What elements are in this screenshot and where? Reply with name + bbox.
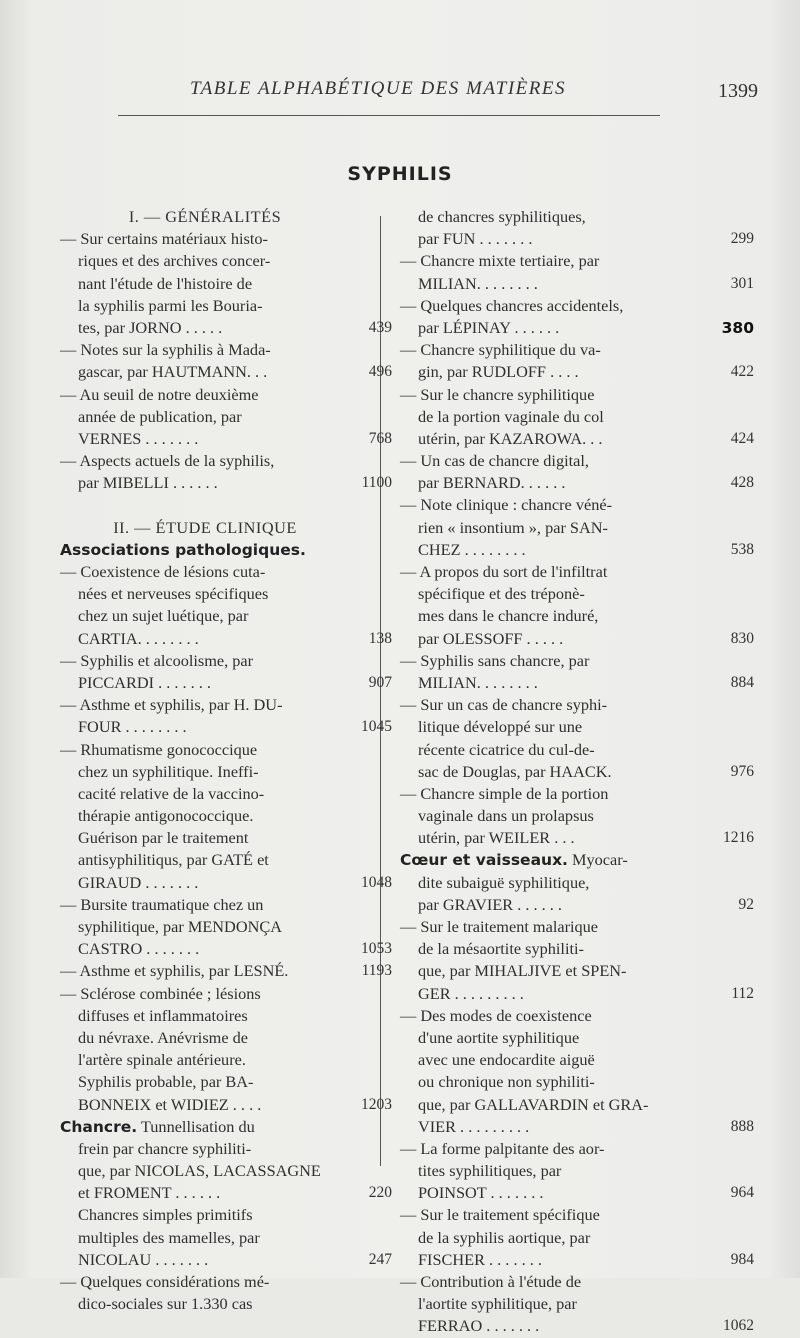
- entry-text: syphilitique, par MENDONÇA: [78, 917, 282, 936]
- entry-text: de la portion vaginale du col: [418, 406, 604, 426]
- entry-text: du névraxe. Anévrisme de: [78, 1027, 248, 1047]
- entry-text: — La forme palpitante des aor-: [400, 1138, 605, 1158]
- index-entry-line: [400, 894, 754, 916]
- entry-text: — Chancre syphilitique du va-: [400, 340, 601, 360]
- entry-text-rest: Myocar-: [567, 850, 628, 870]
- entry-page-number: 830: [730, 629, 754, 647]
- entry-page-number: 92: [738, 895, 754, 913]
- index-entry-line: [400, 650, 712, 672]
- entry-page-number: 1062: [723, 1317, 754, 1335]
- entry-page-number: 112: [731, 984, 754, 1002]
- entry-page-number: 538: [730, 540, 754, 558]
- entry-text: frein par chancre syphiliti-: [78, 1138, 252, 1158]
- entry-text: de chancres syphilitiques,: [418, 207, 586, 226]
- left-column: [60, 206, 392, 1315]
- entry-page-number: 247: [368, 1250, 392, 1268]
- entry-text: avec une endocardite aiguë: [418, 1050, 595, 1070]
- entry-text: — Rhumatisme gonococcique: [60, 739, 258, 759]
- index-entry-line: [60, 783, 350, 805]
- entry-text: VERNES . . . . . . .: [78, 428, 199, 448]
- entry-text: gin, par RUDLOFF . . . .: [418, 362, 579, 382]
- entry-page-number: 1193: [361, 962, 392, 980]
- index-entry-line: [400, 694, 712, 716]
- index-entry-line: [60, 273, 350, 295]
- entry-text: rien « insontium », par SAN-: [418, 517, 608, 537]
- index-entry-line: [60, 650, 350, 672]
- entry-text: mes dans le chancre induré,: [418, 606, 599, 626]
- entry-page-number: 299: [730, 230, 754, 248]
- index-entry-line: [400, 739, 712, 761]
- index-entry-line: [60, 228, 350, 250]
- category-heading: Cœur et vaisseaux.: [400, 851, 568, 870]
- entry-text: — Aspects actuels de la syphilis,: [60, 451, 275, 471]
- entry-page-number: 976: [730, 762, 754, 780]
- entry-page-number: 424: [730, 429, 754, 447]
- entry-text: d'une aortite syphilitique: [418, 1027, 580, 1047]
- entry-text: thérapie antigonococcique.: [78, 806, 254, 826]
- entry-text: l'aortite syphilitique, par: [418, 1294, 577, 1314]
- entry-text: Guérison par le traitement: [78, 828, 249, 848]
- index-entry-line: [60, 894, 350, 916]
- entry-text: chez un syphilitique. Ineffi-: [78, 761, 259, 781]
- entry-page-number: 1045: [361, 718, 392, 736]
- index-entry-line: [400, 960, 712, 982]
- section-title: SYPHILIS: [347, 163, 453, 185]
- entry-text: par FUN . . . . . . .: [418, 229, 533, 249]
- entry-page-number: 1053: [361, 940, 392, 958]
- index-entry-line: [60, 1027, 350, 1049]
- entry-page-number: 496: [368, 363, 392, 381]
- index-entry-line: [60, 1005, 350, 1027]
- subsection-heading: [60, 206, 350, 228]
- index-entry-line: [400, 938, 712, 960]
- entry-text: FOUR . . . . . . . .: [78, 717, 187, 737]
- index-entry-line: [400, 1227, 712, 1249]
- entry-text: année de publication, par: [78, 406, 242, 426]
- index-entry-line: [60, 716, 392, 738]
- entry-text: Associations pathologiques.: [60, 540, 306, 559]
- running-header: [0, 78, 800, 102]
- entry-text: VIER . . . . . . . . .: [418, 1116, 530, 1136]
- entry-text: GIRAUD . . . . . . .: [78, 872, 199, 892]
- index-entry-line: [60, 428, 392, 450]
- entry-text: Syphilis probable, par BA-: [78, 1072, 254, 1092]
- entry-text: II. — ÉTUDE CLINIQUE: [113, 517, 297, 537]
- entry-page-number: 380: [721, 318, 754, 337]
- entry-text: — Syphilis sans chancre, par: [400, 650, 590, 670]
- index-entry-line: [60, 317, 392, 339]
- entry-text: — Sclérose combinée ; lésions: [60, 983, 261, 1003]
- index-entry-line: [60, 872, 392, 894]
- index-entry-line: [400, 983, 754, 1005]
- index-entry-line: [400, 1116, 754, 1138]
- index-entry-line: [400, 1005, 712, 1027]
- index-entry-line: [400, 1027, 712, 1049]
- entry-text: NICOLAU . . . . . . .: [78, 1249, 209, 1269]
- index-entry-line: [400, 1071, 712, 1093]
- entry-text: — Quelques chancres accidentels,: [400, 295, 624, 315]
- entry-text: — Bursite traumatique chez un: [60, 894, 264, 914]
- entry-text: par BERNARD. . . . . .: [418, 473, 566, 493]
- entry-page-number: 1048: [361, 873, 392, 891]
- entry-text: de la mésaortite syphiliti-: [418, 939, 584, 959]
- index-entry-line: [400, 605, 712, 627]
- index-entry-line: [400, 827, 754, 849]
- index-entry-line: [400, 517, 712, 539]
- index-entry-line: [60, 406, 350, 428]
- index-entry-line: [400, 361, 754, 383]
- index-entry-line: [60, 384, 350, 406]
- index-entry-line: [400, 1138, 712, 1160]
- entry-text: PICCARDI . . . . . . .: [78, 672, 211, 692]
- index-entry-line: [400, 494, 712, 516]
- entry-text: — Sur un cas de chancre syphi-: [400, 695, 608, 715]
- index-entry-line: [400, 1094, 712, 1116]
- index-entry-line: [400, 206, 712, 228]
- entry-text: — Notes sur la syphilis à Mada-: [60, 340, 271, 360]
- entry-text: ou chronique non syphiliti-: [418, 1072, 595, 1092]
- index-entry-line: [60, 1204, 350, 1226]
- entry-text: — Au seuil de notre deuxième: [60, 384, 259, 404]
- index-entry-line: [60, 827, 350, 849]
- entry-page-number: 138: [368, 629, 392, 647]
- entry-page-number: 1203: [361, 1095, 392, 1113]
- entry-text: par OLESSOFF . . . . .: [418, 628, 564, 648]
- index-entry-line: [60, 605, 350, 627]
- index-entry-line: [400, 250, 712, 272]
- entry-text: gascar, par HAUTMANN. . .: [78, 362, 268, 382]
- entry-text: tes, par JORNO . . . . .: [78, 317, 223, 337]
- entry-text: antisyphilitiqus, par GATÉ et: [78, 850, 269, 870]
- entry-text: Chancres simples primitifs: [78, 1205, 253, 1225]
- index-entry-line: [60, 1160, 350, 1182]
- entry-text: POINSOT . . . . . . .: [418, 1183, 544, 1203]
- index-entry-line: [400, 849, 712, 871]
- index-entry-line: [60, 960, 392, 982]
- index-entry-line: [60, 1249, 392, 1271]
- index-entry-line: [60, 938, 392, 960]
- entry-text: de la syphilis aortique, par: [418, 1227, 591, 1247]
- entry-text: MILIAN. . . . . . . .: [418, 672, 538, 692]
- entry-text: et FROMENT . . . . . .: [78, 1183, 221, 1203]
- entry-text: — Note clinique : chancre véné-: [400, 495, 613, 515]
- entry-text: — Sur certains matériaux histo-: [60, 229, 268, 249]
- category-heading: Chancre.: [60, 1117, 138, 1136]
- index-entry-line: [400, 1160, 712, 1182]
- index-entry-line: [400, 228, 754, 250]
- entry-text: — Sur le traitement spécifique: [400, 1205, 600, 1225]
- entry-text: dite subaiguë syphilitique,: [418, 872, 590, 892]
- entry-page-number: 1216: [723, 829, 754, 847]
- index-entry-line: [60, 472, 392, 494]
- index-entry-line: [400, 1049, 712, 1071]
- entry-text: BONNEIX et WIDIEZ . . . .: [78, 1094, 262, 1114]
- entry-text: que, par GALLAVARDIN et GRA-: [418, 1094, 649, 1114]
- entry-page-number: 984: [730, 1250, 754, 1268]
- entry-page-number: 422: [730, 363, 754, 381]
- running-title: TABLE ALPHABÉTIQUE DES MATIÈRES: [190, 78, 566, 99]
- entry-page-number: 888: [730, 1117, 754, 1135]
- entry-text: la syphilis parmi les Bouria-: [78, 295, 263, 315]
- entry-text: CASTRO . . . . . . .: [78, 939, 200, 959]
- entry-text: — Des modes de coexistence: [400, 1005, 592, 1025]
- entry-page-number: 964: [730, 1184, 754, 1202]
- index-entry-line: [60, 1094, 392, 1116]
- entry-text: que, par MIHALJIVE et SPEN-: [418, 961, 627, 981]
- index-entry-line: [400, 1249, 754, 1271]
- index-entry-line: [400, 716, 712, 738]
- entry-text: — Asthme et syphilis, par H. DU-: [60, 695, 283, 715]
- entry-text: MILIAN. . . . . . . .: [418, 273, 538, 293]
- entry-text: diffuses et inflammatoires: [78, 1005, 248, 1025]
- entry-text: nant l'étude de l'histoire de: [78, 273, 253, 293]
- index-entry-line: [60, 1271, 350, 1293]
- page-number: 1399: [718, 80, 758, 102]
- entry-text: récente cicatrice du cul-de-: [418, 739, 595, 759]
- index-entry-line: [400, 916, 712, 938]
- index-entry-line: [400, 384, 712, 406]
- index-entry-line: [400, 273, 754, 295]
- index-entry-line: [60, 1049, 350, 1071]
- entry-text: par LÉPINAY . . . . . .: [418, 317, 560, 337]
- index-entry-line: [60, 561, 350, 583]
- entry-text: — Sur le chancre syphilitique: [400, 384, 595, 404]
- entry-page-number: 768: [368, 429, 392, 447]
- index-entry-line: [400, 1271, 712, 1293]
- entry-text: litique développé sur une: [418, 717, 583, 737]
- index-entry-line: [60, 1071, 350, 1093]
- entry-text: — Quelques considérations mé-: [60, 1272, 270, 1291]
- index-entry-line: [400, 428, 754, 450]
- index-entry-line: [60, 628, 392, 650]
- entry-text: — Contribution à l'étude de: [400, 1272, 582, 1291]
- index-entry-line: [400, 406, 712, 428]
- entry-page-number: 220: [368, 1184, 392, 1202]
- entry-text: par MIBELLI . . . . . .: [78, 473, 218, 493]
- category-heading: [60, 539, 350, 561]
- spacer: [60, 494, 350, 516]
- subsection-heading: [60, 517, 350, 539]
- entry-text-rest: Tunnellisation du: [137, 1116, 255, 1136]
- entry-text: — Syphilis et alcoolisme, par: [60, 650, 254, 670]
- entry-page-number: 884: [730, 673, 754, 691]
- index-entry-line: [60, 1227, 350, 1249]
- entry-text: [400, 850, 628, 869]
- index-entry-line: [60, 1182, 392, 1204]
- index-entry-line: [60, 295, 350, 317]
- index-entry-line: [60, 450, 350, 472]
- index-entry-line: [400, 450, 712, 472]
- index-entry-line: [60, 983, 350, 1005]
- entry-text: — Un cas de chancre digital,: [400, 451, 589, 471]
- entry-text: — Asthme et syphilis, par LESNÉ.: [60, 961, 289, 981]
- index-entry-line: [60, 361, 392, 383]
- entry-text: cacité relative de la vaccino-: [78, 783, 265, 803]
- entry-text: chez un sujet luétique, par: [78, 606, 249, 626]
- index-entry-line: [60, 1116, 350, 1138]
- index-entry-line: [60, 583, 350, 605]
- entry-text: tites syphilitiques, par: [418, 1161, 562, 1181]
- right-column: [400, 206, 754, 1338]
- index-entry-line: [400, 295, 712, 317]
- index-entry-line: [60, 1293, 350, 1315]
- index-entry-line: [400, 783, 712, 805]
- entry-text: — Sur le traitement malarique: [400, 917, 599, 936]
- entry-page-number: 301: [730, 274, 754, 292]
- entry-text: [60, 1117, 255, 1136]
- entry-text: I. — GÉNÉRALITÉS: [128, 207, 282, 226]
- index-entry-line: [400, 583, 712, 605]
- index-entry-line: [60, 694, 350, 716]
- entry-text: utérin, par WEILER . . .: [418, 828, 575, 848]
- index-entry-line: [60, 250, 350, 272]
- index-entry-line: [60, 916, 350, 938]
- index-entry-line: [60, 761, 350, 783]
- index-entry-line: [400, 1204, 712, 1226]
- entry-text: par GRAVIER . . . . . .: [418, 894, 562, 914]
- index-entry-line: [60, 672, 392, 694]
- entry-text: CARTIA. . . . . . . .: [78, 628, 199, 648]
- entry-text: — Chancre mixte tertiaire, par: [400, 251, 600, 271]
- entry-text: GER . . . . . . . . .: [418, 983, 524, 1003]
- entry-text: — Coexistence de lésions cuta-: [60, 562, 266, 581]
- header-rule: [118, 115, 660, 116]
- entry-page-number: 428: [730, 474, 754, 492]
- index-entry-line: [400, 561, 712, 583]
- entry-text: utérin, par KAZAROWA. . .: [418, 428, 603, 448]
- index-entry-line: [400, 761, 754, 783]
- entry-text: l'artère spinale antérieure.: [78, 1050, 246, 1070]
- index-entry-line: [400, 472, 754, 494]
- index-entry-line: [400, 672, 754, 694]
- entry-text: vaginale dans un prolapsus: [418, 806, 594, 826]
- entry-text: multiples des mamelles, par: [78, 1227, 260, 1247]
- entry-text: sac de Douglas, par HAACK.: [418, 761, 612, 781]
- entry-text: CHEZ . . . . . . . .: [418, 539, 526, 559]
- entry-text: FISCHER . . . . . . .: [418, 1249, 542, 1269]
- index-entry-line: [400, 1293, 712, 1315]
- entry-text: riques et des archives concer-: [78, 251, 271, 271]
- index-entry-line: [400, 872, 712, 894]
- index-entry-line: [400, 1315, 754, 1337]
- entry-text: FERRAO . . . . . . .: [418, 1316, 540, 1336]
- index-entry-line: [400, 628, 754, 650]
- entry-text: — Chancre simple de la portion: [400, 783, 609, 803]
- entry-text: spécifique et des tréponè-: [418, 584, 585, 604]
- index-entry-line: [400, 339, 712, 361]
- entry-text: nées et nerveuses spécifiques: [78, 584, 269, 604]
- entry-page-number: 439: [368, 318, 392, 336]
- entry-text: que, par NICOLAS, LACASSAGNE: [78, 1161, 321, 1181]
- index-entry-line: [400, 805, 712, 827]
- index-entry-line: [400, 539, 754, 561]
- entry-text: — A propos du sort de l'infiltrat: [400, 562, 608, 581]
- entry-text: dico-sociales sur 1.330 cas: [78, 1294, 253, 1314]
- index-entry-line: [60, 339, 350, 361]
- index-entry-line: [400, 317, 754, 339]
- index-entry-line: [60, 849, 350, 871]
- index-entry-line: [400, 1182, 754, 1204]
- index-entry-line: [60, 805, 350, 827]
- index-entry-line: [60, 739, 350, 761]
- entry-page-number: 1100: [361, 474, 392, 492]
- index-entry-line: [60, 1138, 350, 1160]
- entry-page-number: 907: [368, 673, 392, 691]
